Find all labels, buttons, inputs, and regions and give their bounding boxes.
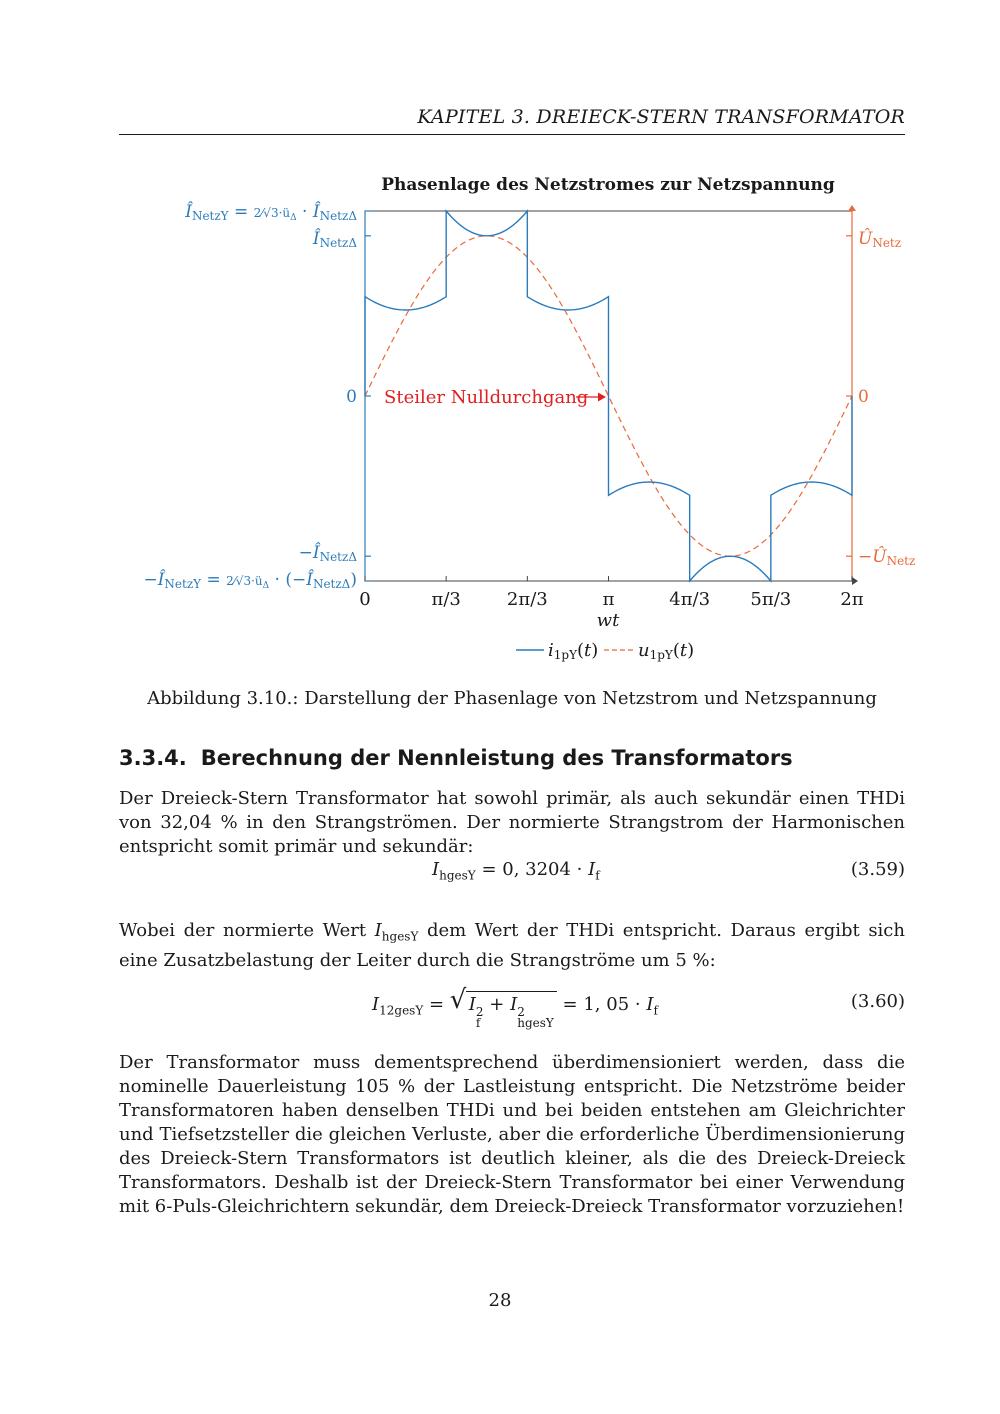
paragraph-2-end: dem Wert der THDi entspricht. Daraus ergibt sich eine Zusatzbelastung der Leiter durch die Strangströme um 5 %: (119, 920, 905, 971)
paragraph-1: Der Dreieck-Stern Transformator hat sowohl primär, als auch sekundär einen THDi von 32,04 % in den Strangströmen. Der normierte Strangstrom der Harmonischen entspricht somit primär und sekundär: (119, 788, 905, 857)
x-tick-label: π (602, 589, 615, 610)
running-title: KAPITEL 3. DREIECK-STERN TRANSFORMATOR (417, 106, 905, 128)
equation-number: (3.60) (850, 991, 905, 1012)
left-tick-label: −ÎNetzY = 2⁄√3·üΔ · (−ÎNetzΔ) (143, 570, 357, 591)
paragraph-3: Der Transformator muss dementsprechend überdimensioniert werden, dass die nominelle Dauerleistung 105 % der Lastleistung entspricht. Die Netzströme beider Transformatoren haben denselben THDi und bei beiden entstehen am Gleichrichter und Tiefsetzsteller die gleichen Verluste, aber die erforderliche Überdimensionierung des Dreieck-Stern Transformators ist deutlich kleiner, als die des Dreieck-Dreieck Transformators. Deshalb ist der Dreieck-Stern Transformator bei einer Verwendung mit 6-Puls-Gleichrichtern sekundär, dem Dreieck-Dreieck Transformator vorzuziehen! (119, 1052, 905, 1217)
equation-number: (3.59) (850, 859, 905, 880)
equation-value: = 0, 3204 · (481, 859, 583, 880)
annotation-steep-zero-crossing (384, 387, 606, 408)
x-tick-label: 2π (840, 589, 864, 610)
chart-legend (516, 640, 694, 662)
x-tick-label: π/3 (431, 589, 461, 610)
legend-label-voltage: u1pY(t) (638, 640, 695, 662)
phase-chart (0, 160, 1000, 680)
legend-label-current: i1pY(t) (548, 640, 599, 662)
paragraph-2-start: Wobei der normierte Wert (119, 920, 375, 941)
right-axis-ticks (846, 228, 915, 568)
section-number: 3.3.4. (119, 746, 187, 770)
equation-body: $I_{hgesY} = 0$, $3204 \cdot I_f$ (432, 859, 600, 883)
annotation-arrow-head (598, 393, 606, 402)
equation-3-60 (119, 985, 905, 1030)
equation-body: $I_{12gesY}$ = √ I 2 f + I 2 hgesY = 1, $05 \cdot I_f$ (372, 985, 658, 1030)
paragraph-2: Wobei der normierte Wert $I_{hgesY}$ dem Wert der THDi entspricht. Daraus ergibt sich eine Zusatzbelastung der Leiter durch die Strangströme um 5 %: (119, 920, 905, 971)
right-tick-label: 0 (858, 387, 869, 407)
x-tick-label: 0 (359, 589, 371, 610)
x-axis-arrowhead (852, 577, 858, 585)
figure-caption: Abbildung 3.10.: Darstellung der Phasenlage von Netzstrom und Netzspannung (147, 688, 877, 709)
x-tick-label: 5π/3 (750, 589, 792, 610)
x-axis-label: wt (596, 610, 620, 631)
running-header (119, 104, 905, 135)
x-tick-label: 4π/3 (669, 589, 711, 610)
equation-value: = 1, 05 · (562, 994, 641, 1015)
chart-title: Phasenlage des Netzstromes zur Netzspannung (381, 175, 835, 195)
left-axis-ticks (143, 201, 371, 591)
annotation-text: Steiler Nulldurchgang (384, 387, 589, 408)
equation-3-59 (119, 859, 905, 889)
left-tick-label: −ÎNetzΔ (298, 543, 357, 565)
page-number: 28 (488, 1290, 512, 1311)
right-axis-arrowhead (848, 205, 856, 211)
left-tick-label: ÎNetzY = 2⁄√3·üΔ · ÎNetzΔ (185, 202, 357, 223)
left-tick-label: 0 (346, 387, 357, 407)
left-tick-label: ÎNetzΔ (312, 228, 357, 250)
sqrt-symbol: √ I 2 f + I 2 hgesY (450, 991, 557, 1029)
right-tick-label: ÛNetz (858, 228, 902, 250)
x-tick-label: 2π/3 (506, 589, 548, 610)
section-title: Berechnung der Nennleistung des Transformators (200, 746, 793, 770)
right-tick-label: −ÛNetz (858, 547, 916, 569)
section-heading (119, 746, 905, 770)
